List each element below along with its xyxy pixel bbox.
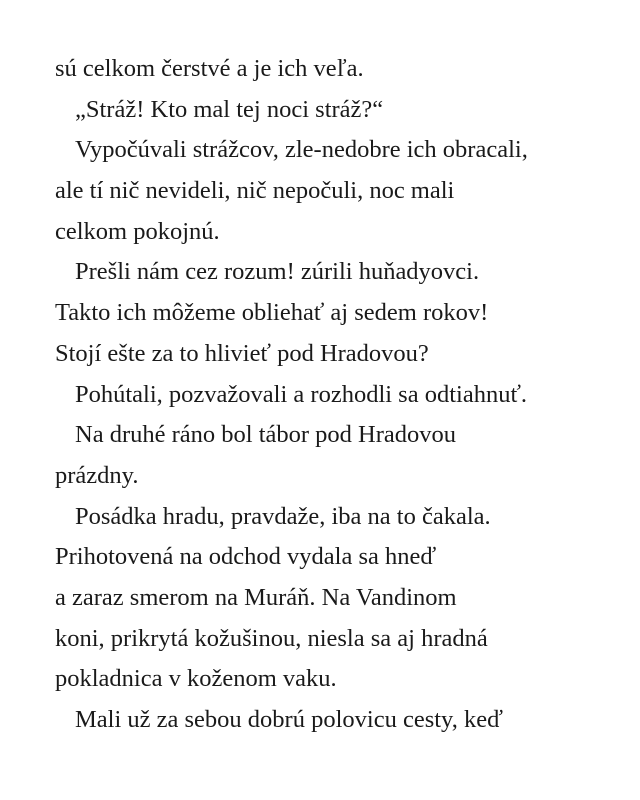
text-line: Prešli nám cez rozum! zúrili huňadyovci.: [75, 258, 480, 286]
text-line: koni, prikrytá kožušinou, niesla sa aj hradná: [55, 624, 488, 652]
text-line: prázdny.: [55, 461, 139, 489]
text-line: Mali už za sebou dobrú polovicu cesty, keď: [75, 706, 503, 733]
text-line: celkom pokojnú.: [55, 217, 220, 245]
text-line: Takto ich môžeme obliehať aj sedem rokov!: [55, 299, 489, 327]
text-line: Na druhé ráno bol tábor pod Hradovou: [75, 421, 457, 449]
text-line: pokladnica v koženom vaku.: [55, 665, 337, 693]
text-line: a zaraz smerom na Muráň. Na Vandinom: [55, 583, 457, 611]
text-line: Vypočúvali strážcov, zle-nedobre ich obracali,: [75, 136, 528, 164]
text-line: Stojí ešte za to hlivieť pod Hradovou?: [55, 339, 429, 367]
text-line: Pohútali, pozvažovali a rozhodli sa odtiahnuť.: [75, 380, 528, 408]
text-line: ale tí nič nevideli, nič nepočuli, noc mali: [55, 177, 455, 205]
body-text: [55, 49, 615, 741]
text-line: Prihotovená na odchod vydala sa hneď: [55, 543, 437, 571]
text-line: „Stráž! Kto mal tej noci stráž?“: [75, 95, 384, 123]
text-line: Posádka hradu, pravdaže, iba na to čakala.: [75, 502, 491, 530]
text-line: sú celkom čerstvé a je ich veľa.: [55, 55, 364, 82]
